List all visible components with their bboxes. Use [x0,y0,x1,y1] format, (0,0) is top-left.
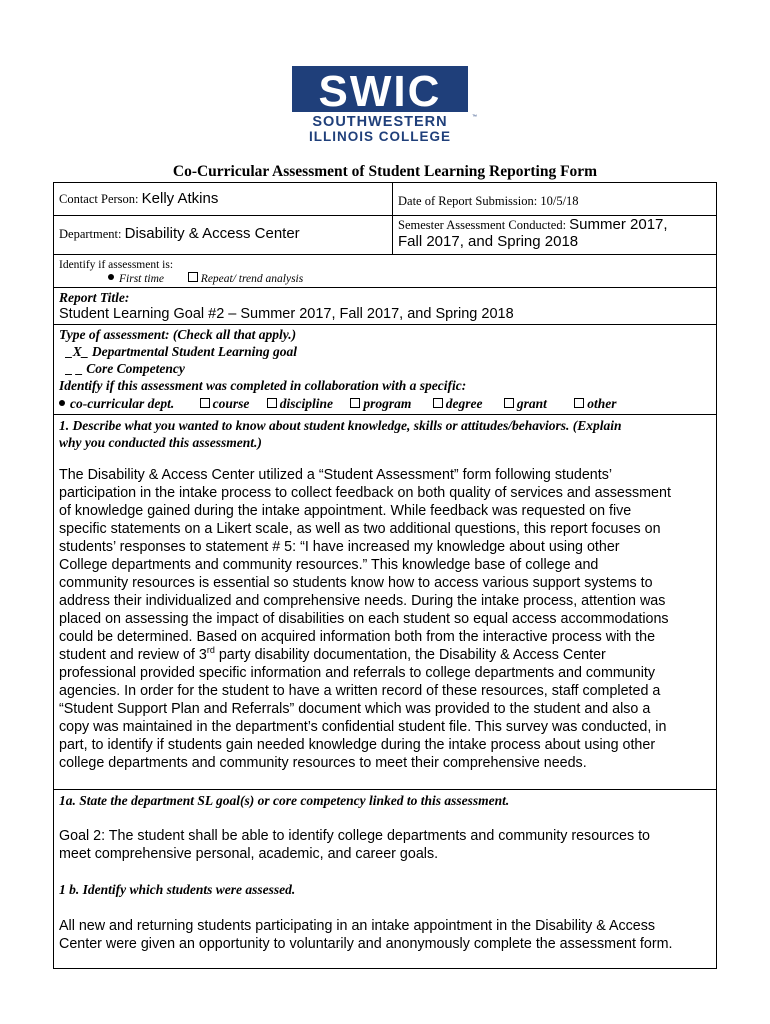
department-label: Department: [59,227,122,241]
answer-text: student and review of 3 [59,647,207,663]
answer-text: party disability documentation, the Disability & Access Center [214,647,606,663]
collab-option: co-curricular dept. [70,396,175,411]
answer-line: college departments and community resources to meet their comprehensive needs. [59,755,587,771]
report-title-value: Student Learning Goal #2 – Summer 2017, Fall 2017, and Spring 2018 [59,306,514,322]
question-1-line: why you conducted this assessment.) [59,435,262,450]
report-date-value: 10/5/18 [540,194,579,208]
row-divider [53,414,717,415]
logo-letters: SWIC [318,67,442,116]
collaboration-options [59,396,617,412]
program-checkbox[interactable] [350,398,360,408]
answer-line: part, to identify if students gain needed knowledge during the intake process about using other [59,737,656,753]
department-value: Disability & Access Center [124,225,300,242]
semester-field [398,217,714,251]
row-divider [53,287,717,288]
other-checkbox[interactable] [574,398,584,408]
question-1-line: 1. Describe what you wanted to know about student knowledge, skills or attitudes/behaviors. (Explain [59,418,622,433]
trademark-mark: ™ [472,114,477,120]
departmental-mark: _X_ [66,344,89,359]
answer-line: placed on assessing the impact of disabilities on each student so equal access accommodations [59,611,669,627]
core-label: Core Competency [86,361,185,376]
type-option-departmental [66,344,297,360]
row-divider [53,789,717,790]
row-divider [53,254,717,255]
semester-value-second: Fall 2017, and Spring 2018 [398,233,579,250]
collab-option: grant [516,396,547,411]
grant-checkbox[interactable] [504,398,514,408]
first-time-bullet [108,274,114,280]
column-divider [392,182,393,254]
identify-options [108,271,303,287]
repeat-checkbox[interactable] [188,272,198,282]
collaboration-label: Identify if this assessment was completed in collaboration with a specific: [59,378,467,393]
question-1-answer [59,466,714,772]
contact-person-field [59,191,218,207]
answer-line: participation in the intake process to collect feedback on both quality of services and assessment [59,485,671,501]
co-curricular-bullet [59,400,65,406]
answer-line: meet comprehensive personal, academic, and career goals. [59,846,439,862]
repeat-option: Repeat/ trend analysis [200,273,304,285]
answer-line: Center were given an opportunity to voluntarily and anonymously complete the assessment form. [59,936,673,952]
answer-line [59,646,714,664]
form-title: Co-Curricular Assessment of Student Learning Reporting Form [172,163,598,180]
contact-person-label: Contact Person: [59,192,139,206]
semester-label: Semester Assessment Conducted: [398,218,567,232]
answer-line: community resources is essential so students know how to access various support systems to [59,575,653,591]
answer-line: students’ responses to statement # 5: “I have increased my knowledge about using other [59,539,620,555]
core-mark: _ _ [66,361,83,376]
answer-line: The Disability & Access Center utilized a “Student Assessment” form following students’ [59,467,613,483]
first-time-option: First time [119,273,165,285]
answer-line: professional provided specific information and referrals to college departments and community [59,665,656,681]
collab-option: course [212,396,250,411]
question-1a-answer [59,827,714,863]
answer-line: All new and returning students participating in an intake appointment in the Disability & Access [59,918,656,934]
answer-line: copy was maintained in the department’s confidential student file. This survey was conducted, in [59,719,667,735]
course-checkbox[interactable] [200,398,210,408]
department-field [59,226,300,242]
answer-line: of knowledge gained during the intake appointment. While feedback was requested on five [59,503,632,519]
collab-option: degree [445,396,483,411]
report-date-field [398,193,579,209]
collab-option: other [587,396,617,411]
identify-label: Identify if assessment is: [59,259,174,271]
degree-checkbox[interactable] [433,398,443,408]
answer-line: College departments and community resources.” This knowledge base of college and [59,557,599,573]
report-date-label: Date of Report Submission: [398,194,538,208]
question-1 [59,417,622,451]
report-title-label: Report Title: [59,290,130,305]
question-1b: 1 b. Identify which students were assessed. [59,882,296,897]
row-divider [53,324,717,325]
type-option-core [66,361,185,377]
semester-value-first: Summer 2017, [569,216,668,233]
answer-line: Goal 2: The student shall be able to identify college departments and community resources to [59,828,651,844]
assessment-type-label: Type of assessment: (Check all that apply.) [59,327,297,342]
answer-line: agencies. In order for the student to have a written record of these resources, staff completed a [59,683,661,699]
answer-line: specific statements on a Likert scale, as well as two additional questions, this report focuses on [59,521,661,537]
collab-option: program [363,396,412,411]
question-1b-answer [59,917,714,953]
swic-logo [292,66,482,144]
contact-person-value: Kelly Atkins [141,190,219,207]
departmental-label: Departmental Student Learning goal [91,344,298,359]
discipline-checkbox[interactable] [267,398,277,408]
ordinal-suffix: rd [206,645,215,656]
logo-line1: SOUTHWESTERN [312,114,448,130]
answer-line: “Student Support Plan and Referrals” document which was provided to the student and also a [59,701,651,717]
logo-line2: ILLINOIS COLLEGE [308,129,452,144]
answer-line: address their individualized and comprehensive needs. During the intake process, attention was [59,593,666,609]
collab-option: discipline [279,396,333,411]
question-1a: 1a. State the department SL goal(s) or core competency linked to this assessment. [59,793,510,808]
answer-line: could be determined. Based on acquired information both from the interactive process with the [59,629,656,645]
